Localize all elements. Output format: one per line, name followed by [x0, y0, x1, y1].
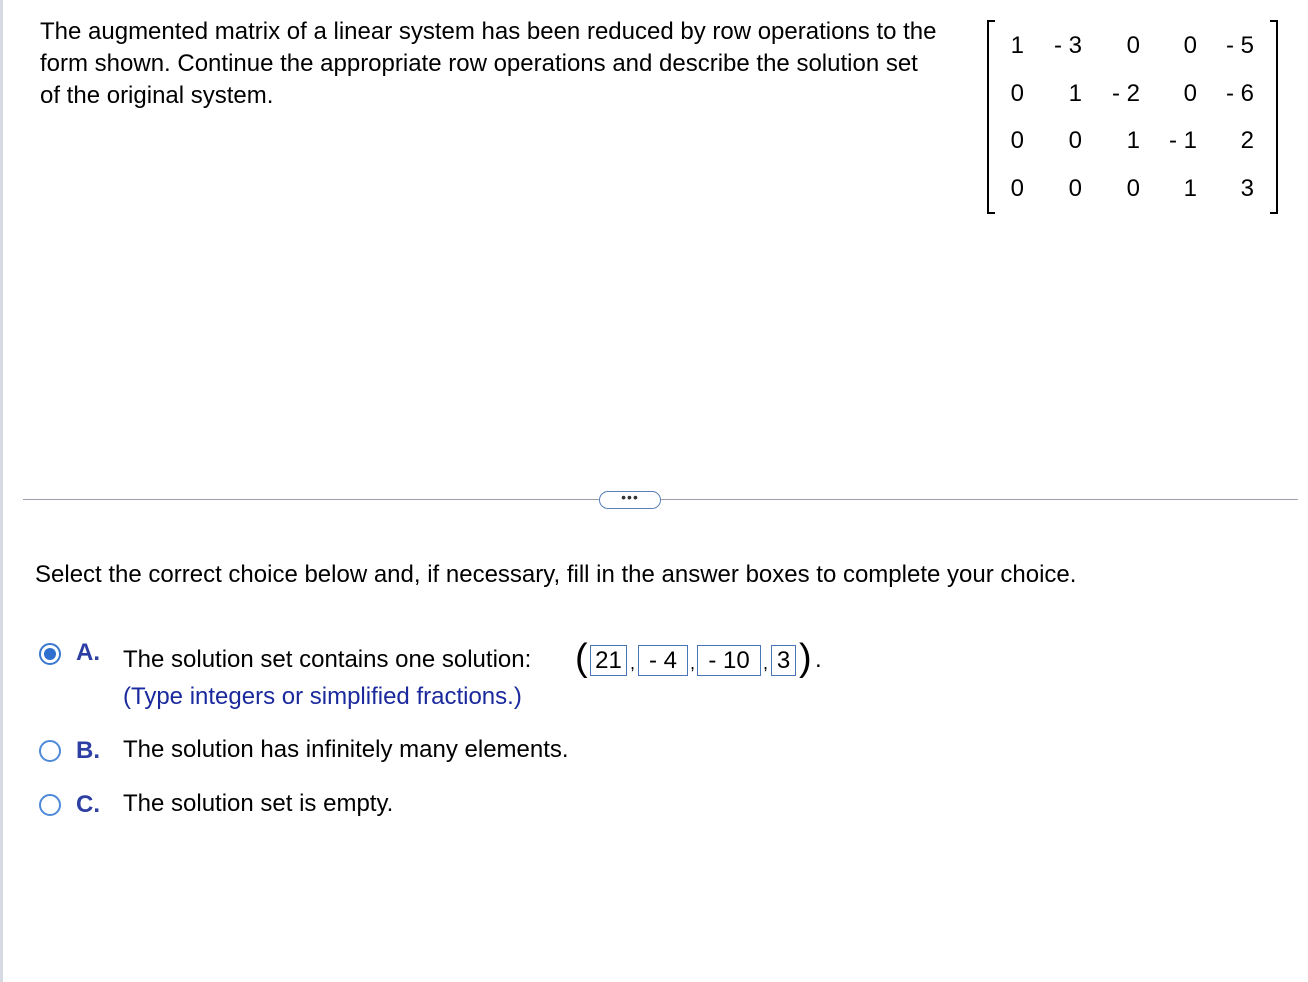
choice-c-text[interactable]: The solution set is empty. [123, 790, 394, 817]
matrix-cell: 0 [1068, 127, 1082, 154]
open-paren: ( [575, 637, 588, 679]
instruction-text: Select the correct choice below and, if necessary, fill in the answer boxes to complete your choice. [35, 561, 1077, 588]
close-paren: ) [799, 637, 812, 679]
comma: , [763, 653, 769, 673]
matrix-cell: 2 [1240, 127, 1254, 154]
matrix-cell: - 3 [1053, 32, 1082, 59]
matrix-right-bracket [1270, 20, 1278, 214]
choice-a-letter[interactable]: A. [76, 639, 100, 666]
matrix-cell: - 1 [1168, 127, 1197, 154]
sentence-period: . [815, 646, 822, 673]
matrix-cell: 1 [1183, 175, 1197, 202]
comma: , [690, 653, 696, 673]
augmented-matrix [987, 20, 1278, 214]
matrix-cell: 0 [1183, 80, 1197, 107]
matrix-cell: 0 [1183, 32, 1197, 59]
left-edge-border [0, 0, 3, 982]
matrix-cell: 3 [1240, 175, 1254, 202]
answer-box-x4[interactable]: 3 [771, 645, 796, 676]
matrix-cell: - 6 [1225, 80, 1254, 107]
matrix-cell: 1 [1068, 80, 1082, 107]
choice-b-letter[interactable]: B. [76, 737, 100, 764]
matrix-cell: 0 [1010, 175, 1024, 202]
choice-b-text[interactable]: The solution has infinitely many elements. [123, 736, 569, 763]
matrix-cell: 0 [1010, 127, 1024, 154]
matrix-cell: - 5 [1225, 32, 1254, 59]
choice-c-letter[interactable]: C. [76, 791, 100, 818]
answer-box-x1[interactable]: 21 [590, 645, 627, 676]
question-text: The augmented matrix of a linear system has been reduced by row operations to the form shown. Continue the appropriate row operations and describe the solution set of the original system. [40, 18, 937, 109]
matrix-cell: 0 [1010, 80, 1024, 107]
matrix-cell: 0 [1068, 175, 1082, 202]
choice-a-radio[interactable] [39, 643, 61, 665]
choice-a-text[interactable]: The solution set contains one solution: [123, 646, 532, 673]
choice-b-radio[interactable] [39, 740, 61, 762]
matrix-cell: 0 [1126, 175, 1140, 202]
choice-a-hint: (Type integers or simplified fractions.) [123, 683, 522, 710]
answer-box-x2[interactable]: - 4 [638, 645, 688, 676]
choice-c-radio[interactable] [39, 794, 61, 816]
matrix-cell: 1 [1010, 32, 1024, 59]
matrix-cell: 1 [1126, 127, 1140, 154]
matrix-cell: 0 [1126, 32, 1140, 59]
expand-more-button[interactable]: ••• [599, 491, 661, 509]
answer-box-x3[interactable]: - 10 [697, 645, 761, 676]
matrix-cell: - 2 [1111, 80, 1140, 107]
comma: , [630, 653, 636, 673]
